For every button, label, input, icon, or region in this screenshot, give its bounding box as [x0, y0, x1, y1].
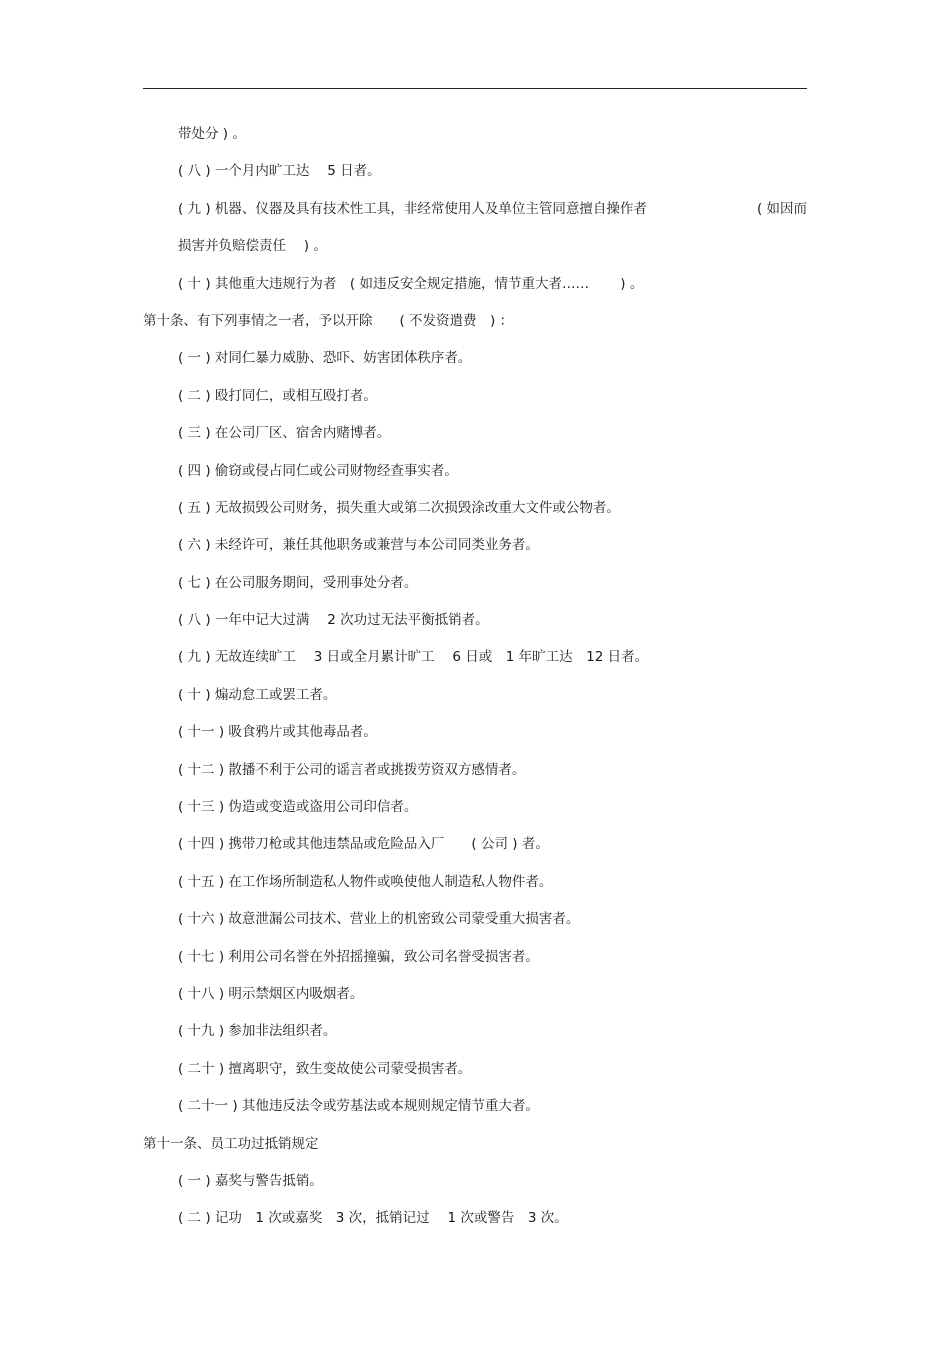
- text-line: ( 四 ) 偷窃或侵占同仁或公司财物经查事实者。: [178, 462, 458, 479]
- document-body: [143, 116, 807, 1238]
- text-line: [143, 191, 807, 228]
- text-line-left: ( 九 ) 机器、仪器及具有技术性工具，非经常使用人及单位主管同意擅自操作者: [178, 200, 647, 217]
- text-line: ( 十七 ) 利用公司名誉在外招摇撞骗，致公司名誉受损害者。: [178, 948, 539, 965]
- text-line: ( 八 ) 一年中记大过满 2 次功过无法平衡抵销者。: [178, 612, 489, 629]
- text-line: ( 二十 ) 擅离职守，致生变故使公司蒙受损害者。: [178, 1060, 472, 1077]
- text-line: 损害并负赔偿责任 ) 。: [178, 238, 327, 255]
- text-line: ( 一 ) 对同仁暴力威胁、恐吓、妨害团体秩序者。: [178, 350, 472, 367]
- article-heading: 第十条、有下列事情之一者，予以开除 ( 不发资遣费 ) ：: [143, 312, 514, 329]
- text-line: ( 十五 ) 在工作场所制造私人物件或唤使他人制造私人物件者。: [178, 873, 553, 890]
- text-line: ( 十二 ) 散播不利于公司的谣言者或挑拨劳资双方感情者。: [178, 761, 526, 778]
- text-line: ( 十 ) 煽动怠工或罢工者。: [178, 686, 337, 703]
- text-line: ( 十六 ) 故意泄漏公司技术、营业上的机密致公司蒙受重大损害者。: [178, 911, 580, 928]
- text-line: ( 十一 ) 吸食鸦片或其他毒品者。: [178, 724, 377, 741]
- text-line: ( 十九 ) 参加非法组织者。: [178, 1023, 337, 1040]
- text-line: ( 二十一 ) 其他违反法令或劳基法或本规则规定情节重大者。: [178, 1098, 539, 1115]
- text-line-right: ( 如因而: [756, 200, 807, 217]
- text-line: ( 九 ) 无故连续旷工 3 日或全月累计旷工 6 日或 1 年旷工达 12 日者。: [178, 649, 649, 666]
- text-line: ( 十八 ) 明示禁烟区内吸烟者。: [178, 985, 364, 1002]
- text-line: ( 三 ) 在公司厂区、宿舍内赌博者。: [178, 425, 391, 442]
- text-line: ( 二 ) 殴打同仁，或相互殴打者。: [178, 387, 377, 404]
- text-line: ( 十四 ) 携带刀枪或其他违禁品或危险品入厂 ( 公司 ) 者。: [178, 836, 549, 853]
- text-line: ( 二 ) 记功 1 次或嘉奖 3 次，抵销记过 1 次或警告 3 次。: [178, 1210, 568, 1227]
- text-line: ( 十 ) 其他重大违规行为者 ( 如违反安全规定措施，情节重大者…… ) 。: [178, 275, 644, 292]
- article-heading: 第十一条、员工功过抵销规定: [143, 1135, 319, 1152]
- text-line: ( 五 ) 无故损毁公司财务，损失重大或第二次损毁涂改重大文件或公物者。: [178, 499, 620, 516]
- text-line: ( 六 ) 未经许可，兼任其他职务或兼营与本公司同类业务者。: [178, 537, 539, 554]
- text-line: ( 八 ) 一个月内旷工达 5 日者。: [178, 163, 381, 180]
- header-rule: [143, 88, 807, 89]
- text-line: ( 一 ) 嘉奖与警告抵销。: [178, 1172, 323, 1189]
- text-line: ( 七 ) 在公司服务期间，受刑事处分者。: [178, 574, 418, 591]
- text-line: 带处分 ) 。: [178, 126, 246, 142]
- text-line: ( 十三 ) 伪造或变造或盗用公司印信者。: [178, 799, 418, 816]
